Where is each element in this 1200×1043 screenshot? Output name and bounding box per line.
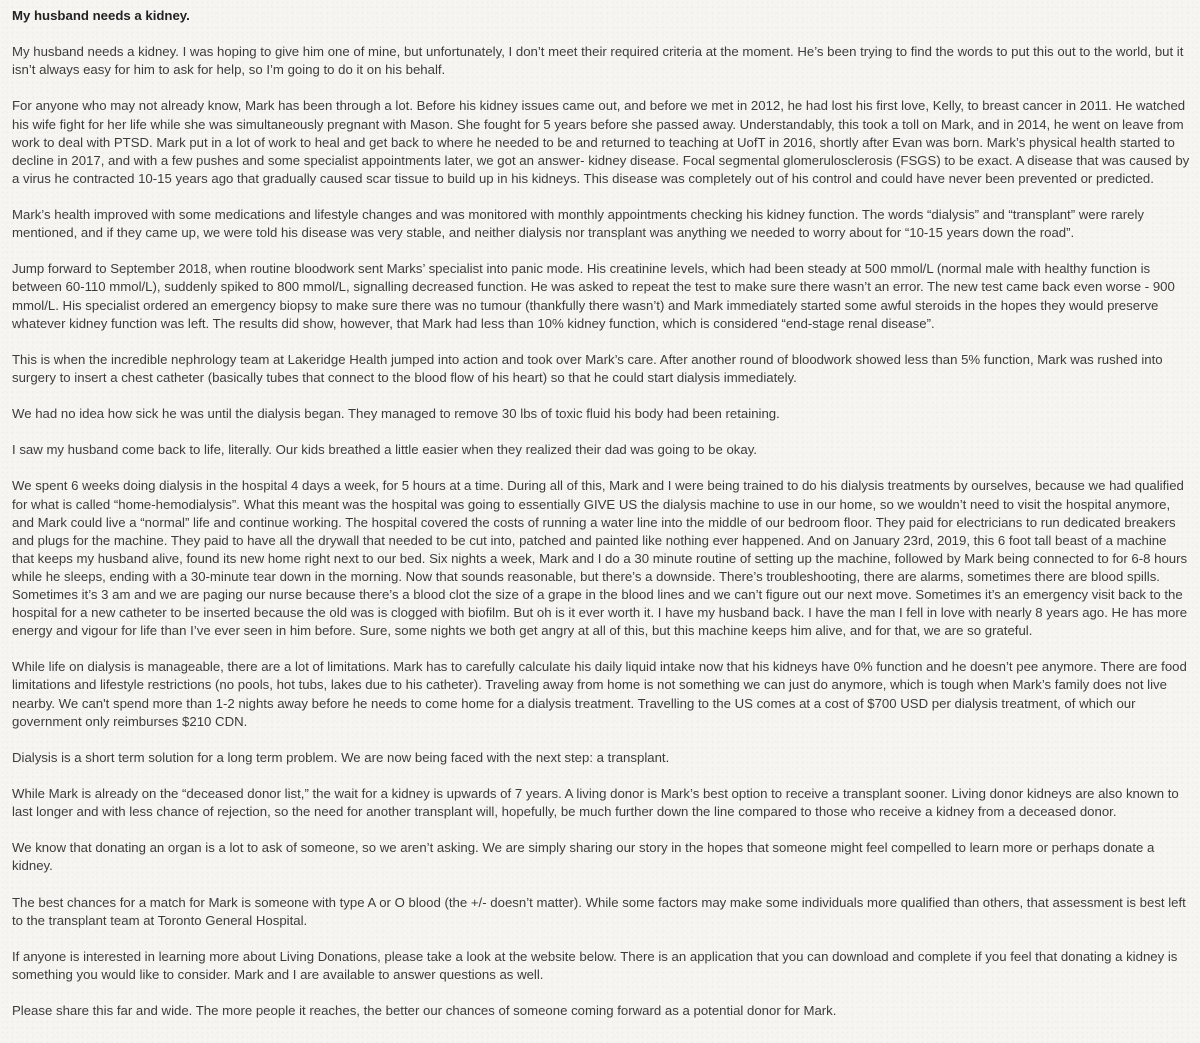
paragraph: The best chances for a match for Mark is someone with type A or O blood (the +/- doesn’t matter). While some factors may make some individuals more qualified than others, that assessment is best left to the transplant team at Toronto General Hospital. bbox=[12, 894, 1186, 928]
note-title: My husband needs a kidney. bbox=[12, 8, 190, 23]
paragraph: While Mark is already on the “deceased donor list,” the wait for a kidney is upwards of 7 years. A living donor is Mark’s best option to receive a transplant sooner. Living donor kidneys are also known to last longer and with less chance of rejection, so the need for another transplant will, hopefully, be much further down the line compared to those who receive a kidney from a deceased donor. bbox=[12, 786, 1179, 820]
paragraph: We spent 6 weeks doing dialysis in the hospital 4 days a week, for 5 hours at a time. During all of this, Mark and I were being trained to do his dialysis treatments by ourselves, because we had qualified for what is called “home-hemodialysis”. What this meant was the hospital was going to essentially GIVE US the dialysis machine to use in our home, so we wouldn’t need to visit the hospital anymore, and Mark could live a “normal” life and continue working. The hospital covered the costs of running a water line into the middle of our bedroom floor. They paid for electricians to run dedicated breakers and plugs for the machine. They paid to have all the drywall that needed to be cut into, patched and painted like nothing ever happened. And on January 23rd, 2019, this 6 foot tall beast of a machine that keeps my husband alive, found its new home right next to our bed. Six nights a week, Mark and I do a 30 minute routine of setting up the machine, followed by Mark being connected to for 6-8 hours while he sleeps, ending with a 30-minute tear down in the morning. Now that sounds reasonable, but there’s a downside. There’s troubleshooting, there are alarms, sometimes there are blood spills. Sometimes it’s 3 am and we are paging our nurse because there’s a blood clot the size of a grape in the blood lines and we can’t figure out our next move. Sometimes it’s an emergency visit back to the hospital for a new catheter to be inserted because the old was is clogged with biofilm. But oh is it ever worth it. I have my husband back. I have the man I fell in love with nearly 8 years ago. He has more energy and vigour for life than I’ve ever seen in him before. Sure, some nights we both get angry at all of this, but this machine keeps him alive, and for that, we are so grateful. bbox=[12, 478, 1188, 639]
paragraph: Mark’s health improved with some medications and lifestyle changes and was monitored with monthly appointments checking his kidney function. The words “dialysis” and “transplant” were rarely mentioned, and if they came up, we were told his disease was very stable, and neither dialysis nor transplant was anything we needed to worry about for “10-15 years down the road”. bbox=[12, 207, 1144, 241]
paragraph: Dialysis is a short term solution for a long term problem. We are now being faced with the next step: a transplant. bbox=[12, 749, 670, 765]
paragraph: We know that donating an organ is a lot to ask of someone, so we aren’t asking. We are simply sharing our story in the hopes that someone might feel compelled to learn more or perhaps donate a kidney. bbox=[12, 840, 1155, 874]
paragraph: For anyone who may not already know, Mark has been through a lot. Before his kidney issues came out, and before we met in 2012, he had lost his first love, Kelly, to breast cancer in 2011. He watched his wife fight for her life while she was simultaneously pregnant with Mason. She fought for 5 years before she passed away. Understandably, this took a toll on Mark, and in 2014, he went on leave from work to deal with PTSD. Mark put in a lot of work to heal and get back to where he needed to be and returned to teaching at UofT in 2016, shortly after Evan was born. Mark’s physical health started to decline in 2017, and with a few pushes and some specialist appointments later, we got an answer- kidney disease. Focal segmental glomerulosclerosis (FSGS) to be exact. A disease that was caused by a virus he contracted 10-15 years ago that gradually caused scar tissue to build up in his kidneys. This disease was completely out of his control and could have never been prevented or predicted. bbox=[12, 98, 1190, 186]
paragraph: This is when the incredible nephrology team at Lakeridge Health jumped into action and took over Mark’s care. After another round of bloodwork showed less than 5% function, Mark was rushed into surgery to insert a chest catheter (basically tubes that connect to the blood flow of his heart) so that he could start dialysis immediately. bbox=[12, 351, 1163, 385]
paragraph: We had no idea how sick he was until the dialysis began. They managed to remove 30 lbs of toxic fluid his body had been retaining. bbox=[12, 406, 780, 422]
paragraph: If anyone is interested in learning more about Living Donations, please take a look at the website below. There is an application that you can download and complete if you feel that donating a kidney is something you would like to consider. Mark and I are available to answer questions as well. bbox=[12, 948, 1178, 982]
paragraph: While life on dialysis is manageable, there are a lot of limitations. Mark has to carefully calculate his daily liquid intake now that his kidneys have 0% function and he doesn’t pee anymore. There are food limitations and lifestyle restrictions (no pools, hot tubs, lakes due to his catheter). Traveling away from home is not something we can just do anymore, which is tough when Mark’s family does not live nearby. We can't spend more than 1-2 nights away before he needs to come home for a dialysis treatment. Travelling to the US comes at a cost of $700 USD per dialysis treatment, of which our government only reimburses $210 CDN. bbox=[12, 659, 1187, 729]
paragraph: I saw my husband come back to life, literally. Our kids breathed a little easier when they realized their dad was going to be okay. bbox=[12, 442, 757, 458]
paragraph: Jump forward to September 2018, when routine bloodwork sent Marks’ specialist into panic mode. His creatinine levels, which had been steady at 500 mmol/L (normal male with healthy function is between 60-110 mmol/L), suddenly spiked to 800 mmol/L, signalling decreased function. He was asked to repeat the test to make sure there wasn’t an error. The new test came back even worse - 900 mmol/L. His specialist ordered an emergency biopsy to make sure there was no tumour (thankfully there wasn’t) and Mark immediately started some awful steroids in the hopes they would preserve whatever kidney function was left. The results did show, however, that Mark had less than 10% kidney function, which is considered “end-stage renal disease”. bbox=[12, 261, 1175, 331]
paragraph: My husband needs a kidney. I was hoping to give him one of mine, but unfortunately, I don’t meet their required criteria at the moment. He’s been trying to find the words to put this out to the world, but it isn’t always easy for him to ask for help, so I’m going to do it on his behalf. bbox=[12, 44, 1184, 78]
paragraph: Please share this far and wide. The more people it reaches, the better our chances of someone coming forward as a potential donor for Mark. bbox=[12, 1003, 837, 1019]
